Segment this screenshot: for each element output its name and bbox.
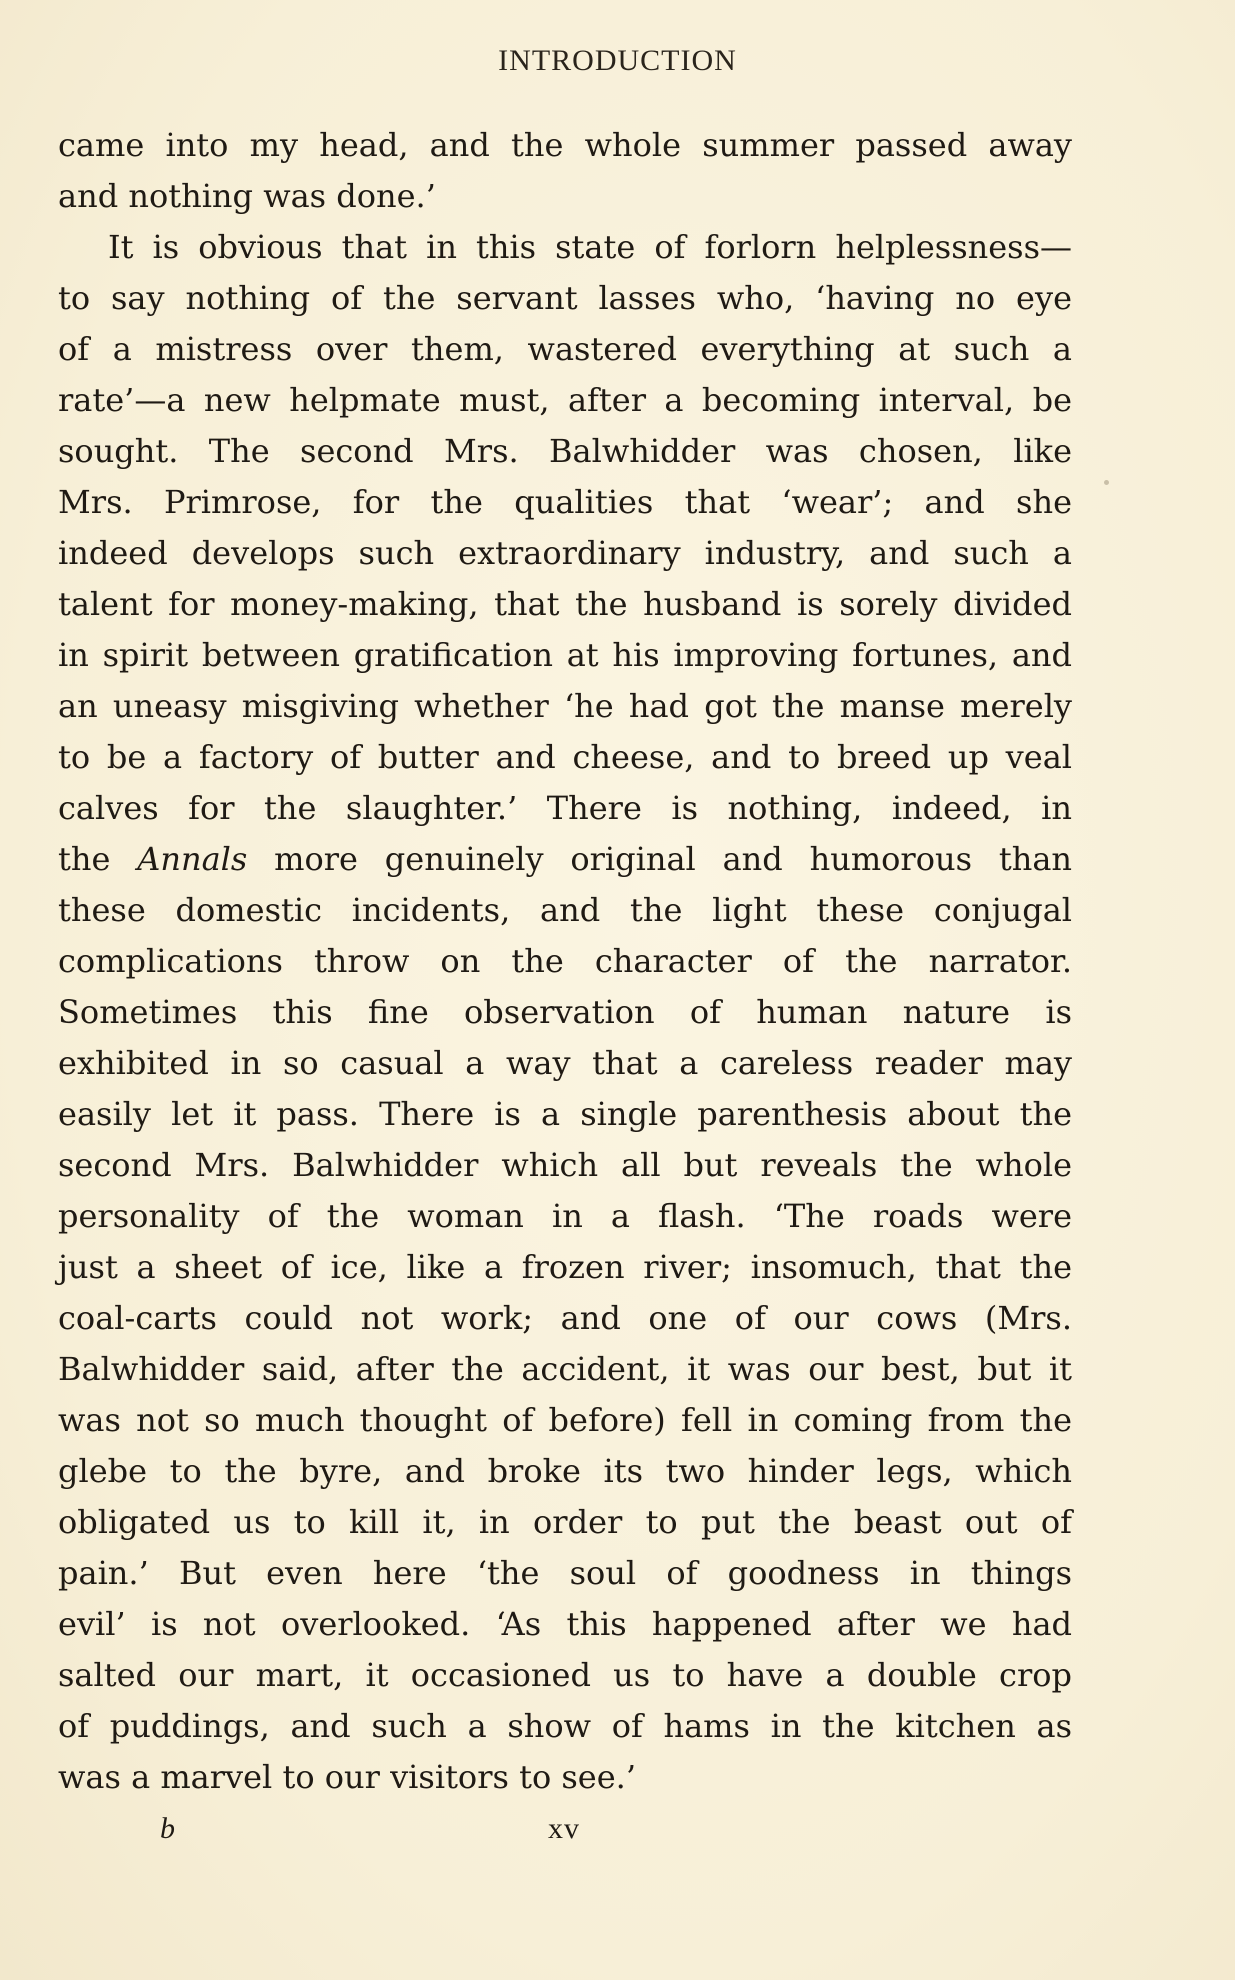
- text-line: just a sheet of ice, like a frozen river; insomuch, that the: [58, 1248, 1072, 1286]
- text-line: and nothing was done.’: [58, 177, 436, 215]
- text-line: evil’ is not overlooked. ‘As this happened after we had: [58, 1605, 1072, 1643]
- body-text: [58, 120, 1072, 1803]
- text-line: of puddings, and such a show of hams in the kitchen as: [58, 1707, 1072, 1745]
- text-line: obligated us to kill it, in order to put the beast out of: [58, 1503, 1072, 1541]
- text-segment: more genuinely original and humorous than: [247, 840, 1073, 878]
- text-segment: the: [58, 840, 138, 878]
- text-line: indeed develops such extraordinary industry, and such a: [58, 534, 1072, 572]
- italic-title: Annals: [137, 840, 248, 878]
- text-line: sought. The second Mrs. Balwhidder was chosen, like: [58, 432, 1072, 470]
- text-line: [58, 834, 1072, 885]
- text-line: It is obvious that in this state of forlorn helplessness—: [108, 228, 1072, 266]
- text-line: coal-carts could not work; and one of our cows (Mrs.: [58, 1299, 1072, 1337]
- text-line: easily let it pass. There is a single parenthesis about the: [58, 1095, 1072, 1133]
- text-line: to say nothing of the servant lasses who, ‘having no eye: [58, 279, 1072, 317]
- text-line: in spirit between gratification at his improving fortunes, and: [58, 636, 1072, 674]
- text-line: second Mrs. Balwhidder which all but reveals the whole: [58, 1146, 1072, 1184]
- text-line: complications throw on the character of the narrator.: [58, 942, 1072, 980]
- paper-speck: [1104, 480, 1109, 485]
- text-line: calves for the slaughter.’ There is nothing, indeed, in: [58, 789, 1072, 827]
- text-line: salted our mart, it occasioned us to have a double crop: [58, 1656, 1072, 1694]
- page-footer: [0, 1812, 1235, 1852]
- text-line: pain.’ But even here ‘the soul of goodness in things: [58, 1554, 1072, 1592]
- text-line: came into my head, and the whole summer passed away: [58, 126, 1072, 164]
- text-line: Mrs. Primrose, for the qualities that ‘wear’; and she: [58, 483, 1072, 521]
- signature-mark: b: [160, 1812, 175, 1845]
- text-line: glebe to the byre, and broke its two hinder legs, which: [58, 1452, 1072, 1490]
- text-line: of a mistress over them, wastered everything at such a: [58, 330, 1072, 368]
- text-line: rate’—a new helpmate must, after a becoming interval, be: [58, 381, 1072, 419]
- page-number: xv: [548, 1812, 580, 1845]
- running-head: INTRODUCTION: [498, 44, 737, 77]
- text-line: these domestic incidents, and the light these conjugal: [58, 891, 1072, 929]
- text-line: Sometimes this fine observation of human nature is: [58, 993, 1072, 1031]
- text-line: an uneasy misgiving whether ‘he had got the manse merely: [58, 687, 1072, 725]
- text-line: was a marvel to our visitors to see.’: [58, 1758, 637, 1796]
- text-line: was not so much thought of before) fell in coming from the: [58, 1401, 1072, 1439]
- text-line: exhibited in so casual a way that a careless reader may: [58, 1044, 1072, 1082]
- text-line: Balwhidder said, after the accident, it was our best, but it: [58, 1350, 1072, 1388]
- text-line: talent for money-making, that the husband is sorely divided: [58, 585, 1072, 623]
- text-line: to be a factory of butter and cheese, and to breed up veal: [58, 738, 1072, 776]
- text-line: personality of the woman in a flash. ‘The roads were: [58, 1197, 1072, 1235]
